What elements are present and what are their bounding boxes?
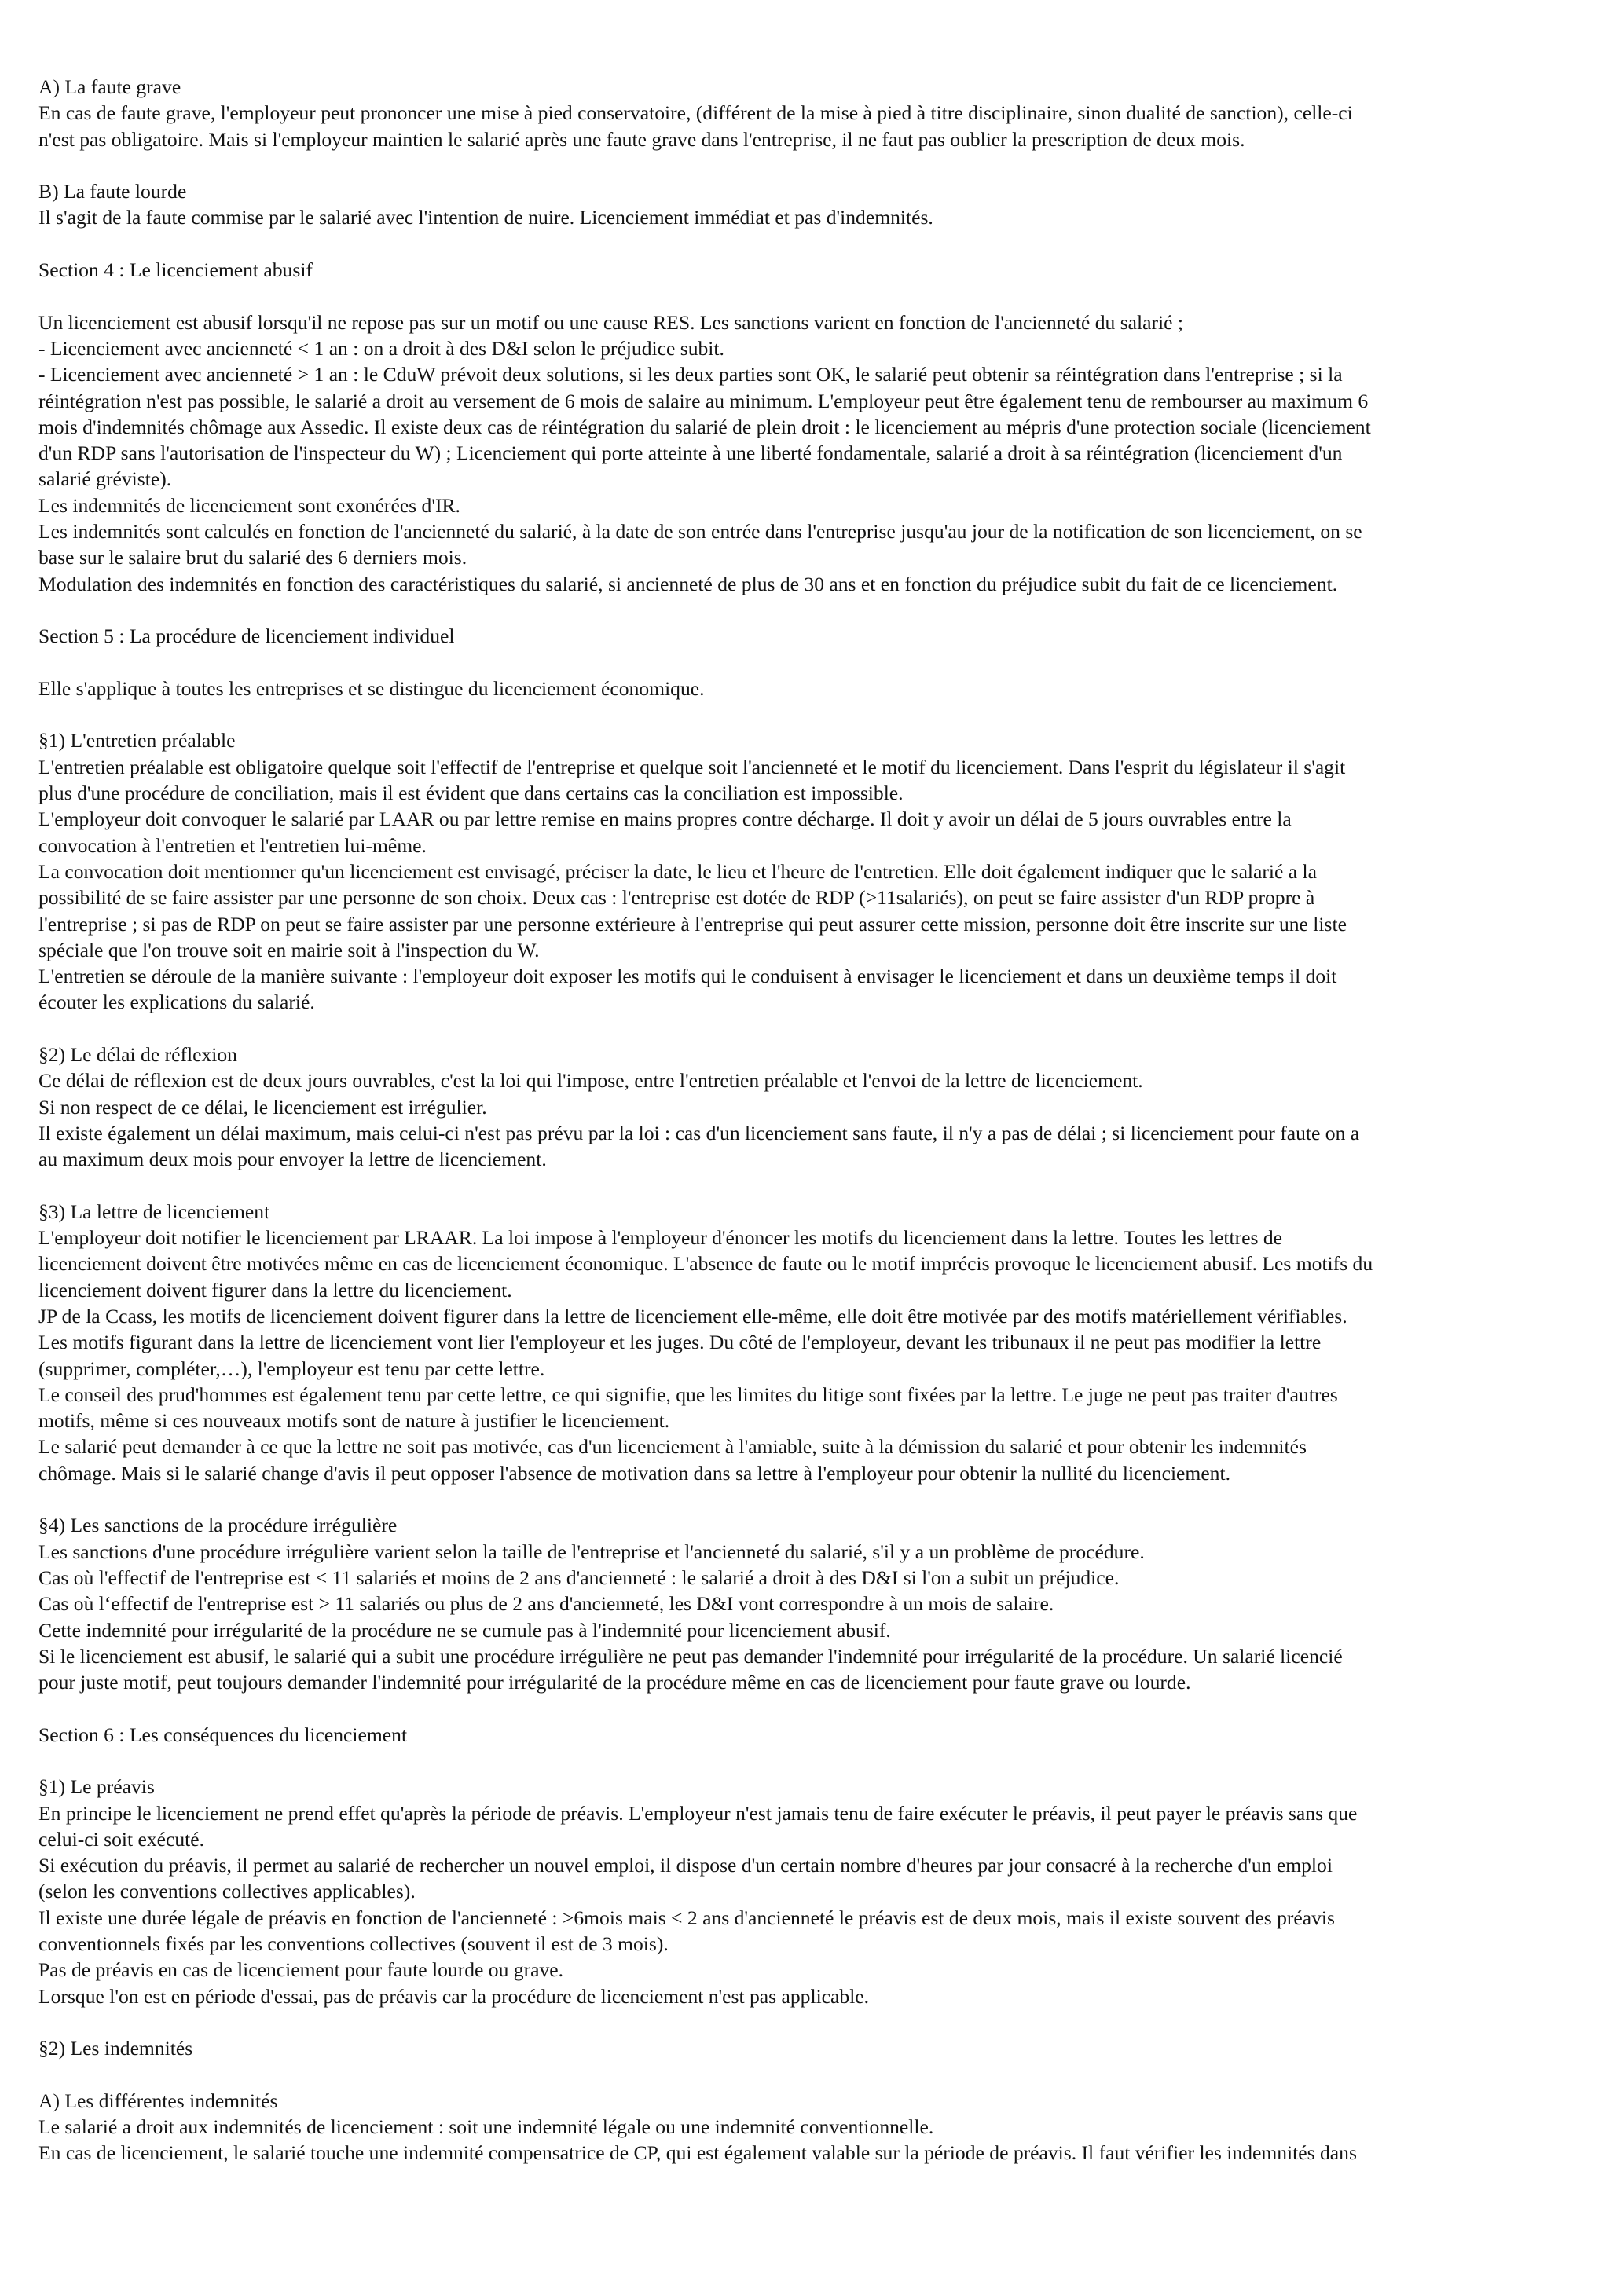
text-line: La convocation doit mentionner qu'un licenciement est envisagé, préciser la date, le lieu et l'heure de l'entretien. Elle doit également indiquer que le salarié a la <box>38 859 1318 883</box>
text-line: mois d'indemnités chômage aux Assedic. Il existe deux cas de réintégration du salarié de plein droit : le licenciement au mépris d'une protection sociale (licenciement <box>38 415 1371 438</box>
text-line: En principe le licenciement ne prend effet qu'après la période de préavis. L'employeur n'est jamais tenu de faire exécuter le préavis, il peut payer le préavis sans que <box>38 1801 1358 1825</box>
text-line: (selon les conventions collectives applicables). <box>38 1880 416 1903</box>
text-line: Les sanctions d'une procédure irrégulière varient selon la taille de l'entreprise et l'ancienneté du salarié, s'il y a un problème de procédure. <box>38 1540 1145 1563</box>
subheading-faute-grave: A) La faute grave <box>38 75 181 98</box>
text-line: possibilité de se faire assister par une personne de son choix. Deux cas : l'entreprise est dotée de RDP (>11salariés), on peut se faire assister d'un RDP propre à <box>38 886 1315 910</box>
text-line: Cas où l‘effectif de l'entreprise est > 11 salariés ou plus de 2 ans d'ancienneté, les D&I vont correspondre à un mois de salaire. <box>38 1592 1054 1616</box>
text-line: Elle s'applique à toutes les entreprises et se distingue du licenciement économique. <box>38 676 705 700</box>
subheading-faute-lourde: B) La faute lourde <box>38 180 187 203</box>
text-line: Il existe également un délai maximum, mais celui-ci n'est pas prévu par la loi : cas d'un licenciement sans faute, il n'y a pas de délai ; si licenciement pour faute on a <box>38 1121 1360 1144</box>
text-line: licenciement doivent figurer dans la lettre du licenciement. <box>38 1278 512 1302</box>
text-line: L'employeur doit convoquer le salarié par LAAR ou par lettre remise en mains propres contre décharge. Il doit y avoir un délai de 5 jours ouvrables entre la <box>38 807 1292 831</box>
text-line: En cas de licenciement, le salarié touche une indemnité compensatrice de CP, qui est également valable sur la période de préavis. Il faut vérifier les indemnités dans <box>38 2141 1357 2165</box>
text-line: Pas de préavis en cas de licenciement pour faute lourde ou grave. <box>38 1958 564 1982</box>
text-line: - Licenciement avec ancienneté < 1 an : on a droit à des D&I selon le préjudice subit. <box>38 336 724 360</box>
text-line: pour juste motif, peut toujours demander l'indemnité pour irrégularité de la procédure même en cas de licenciement pour faute grave ou lourde. <box>38 1671 1191 1694</box>
text-line: l'entreprise ; si pas de RDP on peut se faire assister par une personne extérieure à l'entreprise qui peut assurer cette mission, personne doit être inscrite sur une liste <box>38 912 1347 936</box>
text-line: Ce délai de réflexion est de deux jours ouvrables, c'est la loi qui l'impose, entre l'entretien préalable et l'envoi de la lettre de licenciement. <box>38 1069 1143 1093</box>
text-line: spéciale que l'on trouve soit en mairie soit à l'inspection du W. <box>38 938 540 961</box>
text-line: En cas de faute grave, l'employeur peut prononcer une mise à pied conservatoire, (différent de la mise à pied à titre disciplinaire, sinon dualité de sanction), celle-ci <box>38 101 1353 125</box>
text-line: L'entretien préalable est obligatoire quelque soit l'effectif de l'entreprise et quelque soit l'ancienneté et le motif du licenciement. Dans l'esprit du législateur il s'agit <box>38 755 1346 778</box>
text-line: licenciement doivent être motivées même en cas de licenciement économique. L'absence de faute ou le motif imprécis provoque le licenciement abusif. Les motifs du <box>38 1252 1373 1276</box>
text-line: L'employeur doit notifier le licenciement par LRAAR. La loi impose à l'employeur d'énoncer les motifs du licenciement dans la lettre. Toutes les lettres de <box>38 1226 1282 1250</box>
subheading-entretien-prealable: §1) L'entretien préalable <box>38 729 236 753</box>
text-line: Un licenciement est abusif lorsqu'il ne repose pas sur un motif ou une cause RES. Les sanctions varient en fonction de l'ancienneté du salarié ; <box>38 310 1183 334</box>
section-heading-5: Section 5 : La procédure de licenciement individuel <box>38 624 455 648</box>
text-line: réintégration n'est pas possible, le salarié a droit au versement de 6 mois de salaire au minimum. L'employeur peut être également tenu de rembourser au maximum 6 <box>38 389 1369 412</box>
text-line: celui-ci soit exécuté. <box>38 1827 205 1851</box>
document-page <box>38 74 1567 2166</box>
text-line: conventionnels fixés par les conventions collectives (souvent il est de 3 mois). <box>38 1932 669 1956</box>
text-line: plus d'une procédure de conciliation, mais il est évident que dans certains cas la conciliation est impossible. <box>38 782 904 805</box>
text-line: Il existe une durée légale de préavis en fonction de l'ancienneté : >6mois mais < 2 ans d'ancienneté le préavis est de deux mois, mais il existe souvent des préavis <box>38 1906 1335 1929</box>
text-line: base sur le salaire brut du salarié des 6 derniers mois. <box>38 546 467 569</box>
text-line: Si non respect de ce délai, le licenciement est irrégulier. <box>38 1095 487 1119</box>
text-line: écouter les explications du salarié. <box>38 991 315 1014</box>
subheading-lettre-licenciement: §3) La lettre de licenciement <box>38 1199 270 1223</box>
text-line: Lorsque l'on est en période d'essai, pas de préavis car la procédure de licenciement n'est pas applicable. <box>38 1984 870 2008</box>
section-heading-6: Section 6 : Les conséquences du licenciement <box>38 1723 408 1746</box>
text-line: Il s'agit de la faute commise par le salarié avec l'intention de nuire. Licenciement immédiat et pas d'indemnités. <box>38 206 933 229</box>
text-line: Cas où l'effectif de l'entreprise est < 11 salariés et moins de 2 ans d'ancienneté : le salarié a droit à des D&I si l'on a subit un préjudice. <box>38 1565 1120 1589</box>
text-line: Le salarié a droit aux indemnités de licenciement : soit une indemnité légale ou une indemnité conventionnelle. <box>38 2115 934 2139</box>
text-line: Le salarié peut demander à ce que la lettre ne soit pas motivée, cas d'un licenciement à l'amiable, suite à la démission du salarié et pour obtenir les indemnités <box>38 1435 1307 1459</box>
subheading-indemnites: §2) Les indemnités <box>38 2037 193 2060</box>
text-line: JP de la Ccass, les motifs de licenciement doivent figurer dans la lettre de licenciement elle-même, elle doit être motivée par des motifs matériellement vérifiables. <box>38 1304 1347 1327</box>
text-line: salarié gréviste). <box>38 467 172 491</box>
text-line: L'entretien se déroule de la manière suivante : l'employeur doit exposer les motifs qui le conduisent à envisager le licenciement et dans un deuxième temps il doit <box>38 965 1337 988</box>
text-line: Modulation des indemnités en fonction des caractéristiques du salarié, si ancienneté de plus de 30 ans et en fonction du préjudice subit du fait de ce licenciement. <box>38 572 1338 595</box>
section-heading-4: Section 4 : Le licenciement abusif <box>38 258 313 282</box>
text-line: Les indemnités sont calculés en fonction de l'ancienneté du salarié, à la date de son entrée dans l'entreprise jusqu'au jour de la notification de son licenciement, on se <box>38 520 1362 544</box>
subheading-sanctions-procedure: §4) Les sanctions de la procédure irrégulière <box>38 1514 398 1537</box>
text-line: Les motifs figurant dans la lettre de licenciement vont lier l'employeur et les juges. Du côté de l'employeur, devant les tribunaux il ne peut pas modifier la lettre <box>38 1331 1322 1354</box>
text-line: Si le licenciement est abusif, le salarié qui a subit une procédure irrégulière ne peut pas demander l'indemnité pour irrégularité de la procédure. Un salarié licencié <box>38 1644 1343 1668</box>
text-line: au maximum deux mois pour envoyer la lettre de licenciement. <box>38 1148 547 1171</box>
subheading-differentes-indemnites: A) Les différentes indemnités <box>38 2089 278 2112</box>
text-line: convocation à l'entretien et l'entretien lui-même. <box>38 833 427 857</box>
text-line: n'est pas obligatoire. Mais si l'employeur maintien le salarié après une faute grave dans l'entreprise, il ne faut pas oublier la prescription de deux mois. <box>38 127 1245 151</box>
text-line: d'un RDP sans l'autorisation de l'inspecteur du W) ; Licenciement qui porte atteinte à une liberté fondamentale, salarié a droit à sa réintégration (licenciement d'un <box>38 441 1343 465</box>
text-line: - Licenciement avec ancienneté > 1 an : le CduW prévoit deux solutions, si les deux parties sont OK, le salarié peut obtenir sa réintégration dans l'entreprise ; si la <box>38 363 1343 386</box>
subheading-delai-reflexion: §2) Le délai de réflexion <box>38 1042 237 1066</box>
text-line: Le conseil des prud'hommes est également tenu par cette lettre, ce qui signifie, que les limites du litige sont fixées par la lettre. Le juge ne peut pas traiter d'autres <box>38 1382 1338 1406</box>
text-line: Si exécution du préavis, il permet au salarié de rechercher un nouvel emploi, il dispose d'un certain nombre d'heures par jour consacré à la recherche d'un emploi <box>38 1854 1333 1877</box>
text-line: Les indemnités de licenciement sont exonérées d'IR. <box>38 493 460 517</box>
subheading-preavis: §1) Le préavis <box>38 1775 155 1799</box>
text-line: chômage. Mais si le salarié change d'avis il peut opposer l'absence de motivation dans sa lettre à l'employeur pour obtenir la nullité du licenciement. <box>38 1461 1230 1485</box>
text-line: Cette indemnité pour irrégularité de la procédure ne se cumule pas à l'indemnité pour licenciement abusif. <box>38 1618 891 1642</box>
text-line: motifs, même si ces nouveaux motifs sont de nature à justifier le licenciement. <box>38 1409 670 1433</box>
text-line: (supprimer, compléter,…), l'employeur est tenu par cette lettre. <box>38 1357 545 1380</box>
